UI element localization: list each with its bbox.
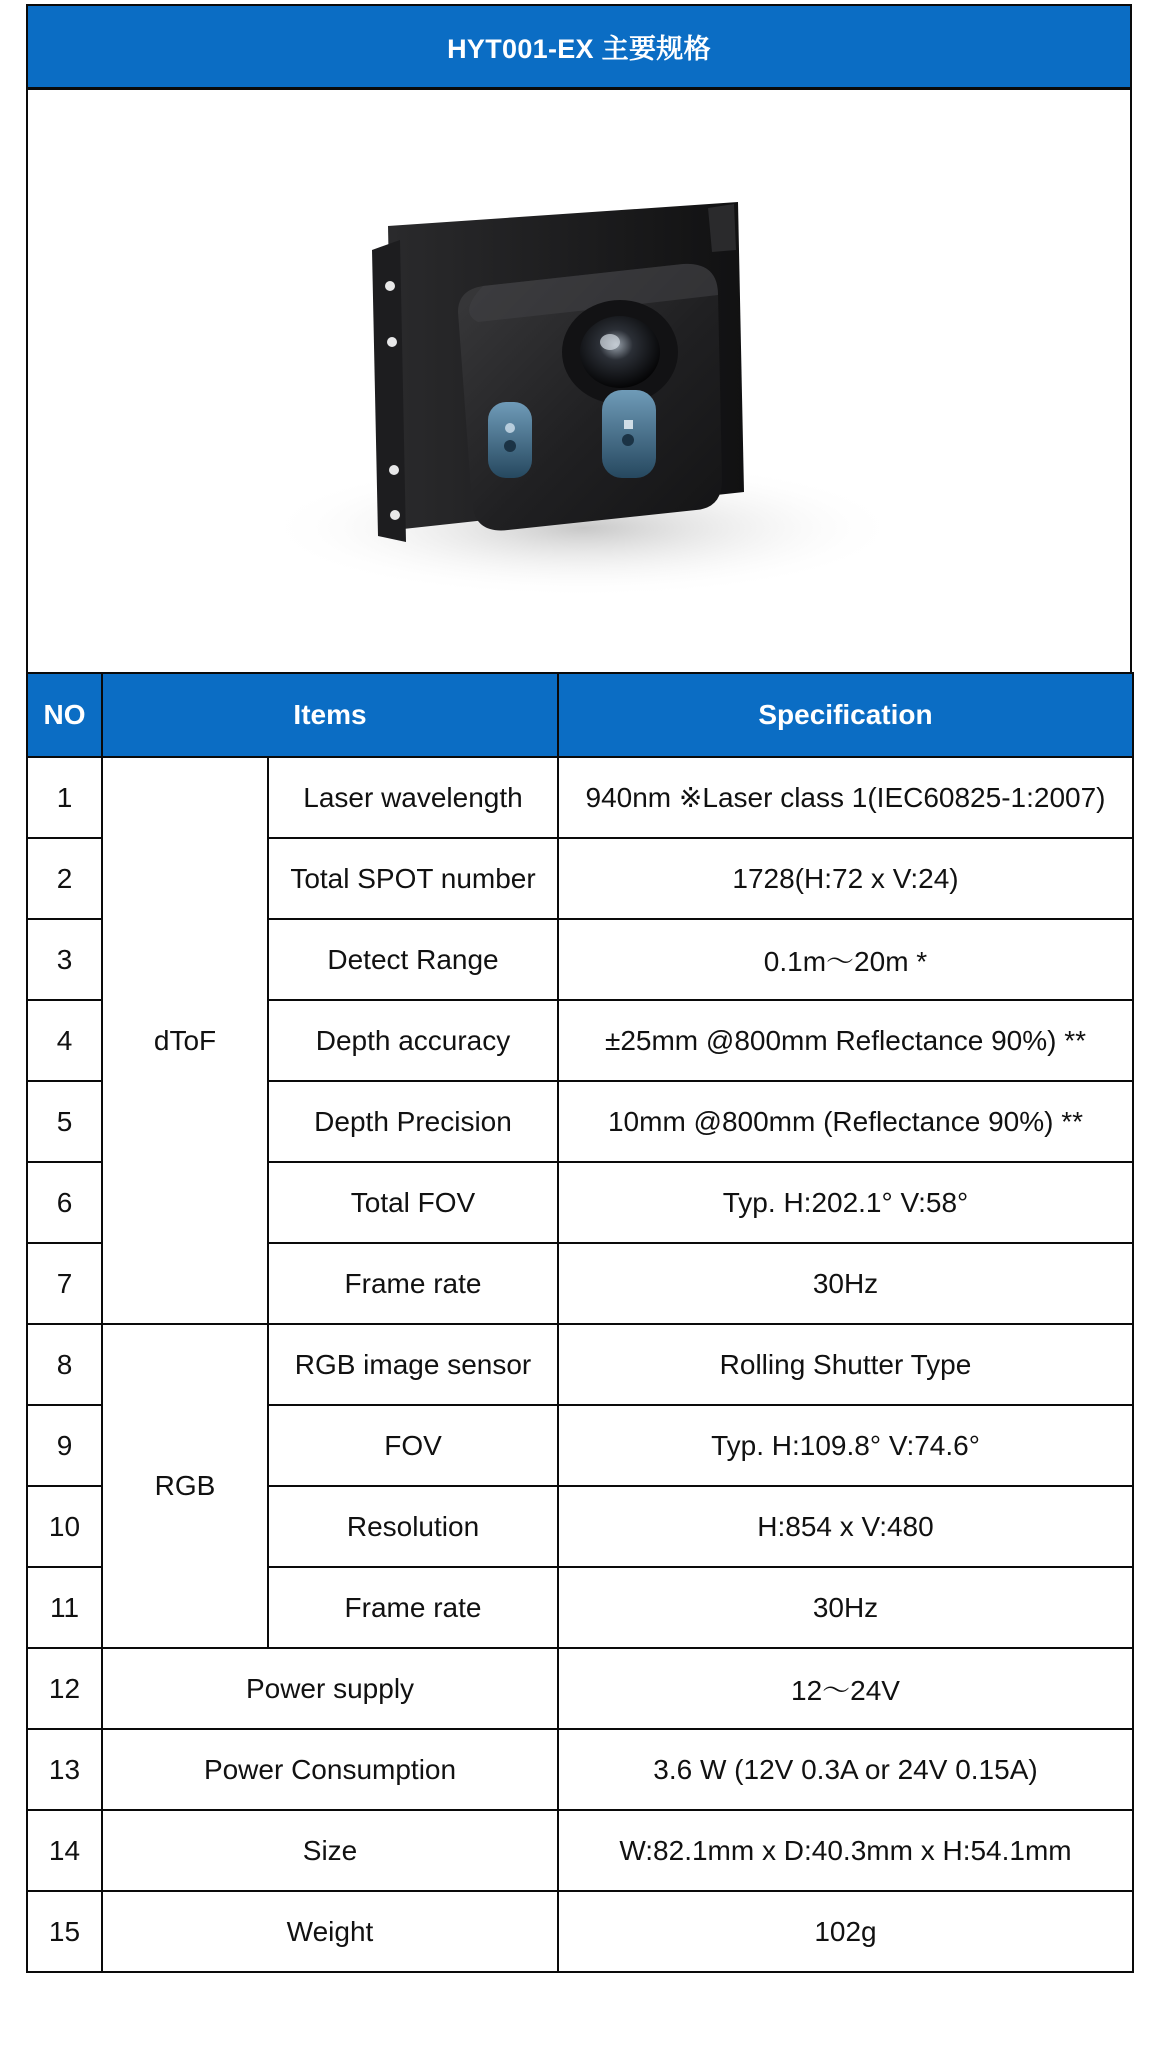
row-number: 15: [27, 1891, 102, 1972]
row-number: 12: [27, 1648, 102, 1729]
item-cell: Resolution: [268, 1486, 558, 1567]
spec-cell: 940nm ※Laser class 1(IEC60825-1:2007): [558, 757, 1133, 838]
item-cell: Power supply: [102, 1648, 558, 1729]
row-number: 6: [27, 1162, 102, 1243]
table-row: [27, 1648, 1133, 1729]
spec-cell: Rolling Shutter Type: [558, 1324, 1133, 1405]
row-number: 1: [27, 757, 102, 838]
table-row: [27, 1810, 1133, 1891]
item-cell: Size: [102, 1810, 558, 1891]
row-number: 3: [27, 919, 102, 1000]
spec-cell: 3.6 W (12V 0.3A or 24V 0.15A): [558, 1729, 1133, 1810]
row-number: 4: [27, 1000, 102, 1081]
spec-cell: ±25mm @800mm Reflectance 90%) **: [558, 1000, 1133, 1081]
spec-table: [26, 672, 1134, 1973]
spec-cell: H:854 x V:480: [558, 1486, 1133, 1567]
spec-cell: 1728(H:72 x V:24): [558, 838, 1133, 919]
row-number: 5: [27, 1081, 102, 1162]
item-cell: Frame rate: [268, 1243, 558, 1324]
item-cell: Frame rate: [268, 1567, 558, 1648]
table-header-row: [27, 673, 1133, 757]
spec-cell: Typ. H:202.1° V:58°: [558, 1162, 1133, 1243]
row-number: 10: [27, 1486, 102, 1567]
item-cell: RGB image sensor: [268, 1324, 558, 1405]
spec-cell: 102g: [558, 1891, 1133, 1972]
spec-cell: 10mm @800mm (Reflectance 90%) **: [558, 1081, 1133, 1162]
item-cell: Weight: [102, 1891, 558, 1972]
item-cell: FOV: [268, 1405, 558, 1486]
row-number: 14: [27, 1810, 102, 1891]
item-cell: Laser wavelength: [268, 757, 558, 838]
header-specification: Specification: [558, 673, 1133, 757]
item-cell: Power Consumption: [102, 1729, 558, 1810]
group-label-dtof: dToF: [102, 757, 268, 1324]
row-number: 2: [27, 838, 102, 919]
table-row: [27, 757, 1133, 838]
row-number: 9: [27, 1405, 102, 1486]
spec-sheet: [26, 4, 1132, 1973]
item-cell: Total FOV: [268, 1162, 558, 1243]
table-row: [27, 1324, 1133, 1405]
item-cell: Depth Precision: [268, 1081, 558, 1162]
spec-cell: 0.1m～20m *: [558, 919, 1133, 1000]
spec-cell: 30Hz: [558, 1567, 1133, 1648]
table-row: [27, 1729, 1133, 1810]
table-row: [27, 1891, 1133, 1972]
header-no: NO: [27, 673, 102, 757]
header-items: Items: [102, 673, 558, 757]
spec-cell: 30Hz: [558, 1243, 1133, 1324]
camera-illustration: [28, 90, 1130, 672]
item-cell: Detect Range: [268, 919, 558, 1000]
item-cell: Depth accuracy: [268, 1000, 558, 1081]
row-number: 8: [27, 1324, 102, 1405]
group-label-rgb: RGB: [102, 1324, 268, 1648]
row-number: 11: [27, 1567, 102, 1648]
item-cell: Total SPOT number: [268, 838, 558, 919]
spec-cell: Typ. H:109.8° V:74.6°: [558, 1405, 1133, 1486]
product-photo: [26, 87, 1132, 672]
sheet-title: HYT001-EX 主要规格: [26, 4, 1132, 87]
row-number: 13: [27, 1729, 102, 1810]
spec-cell: W:82.1mm x D:40.3mm x H:54.1mm: [558, 1810, 1133, 1891]
spec-cell: 12～24V: [558, 1648, 1133, 1729]
row-number: 7: [27, 1243, 102, 1324]
